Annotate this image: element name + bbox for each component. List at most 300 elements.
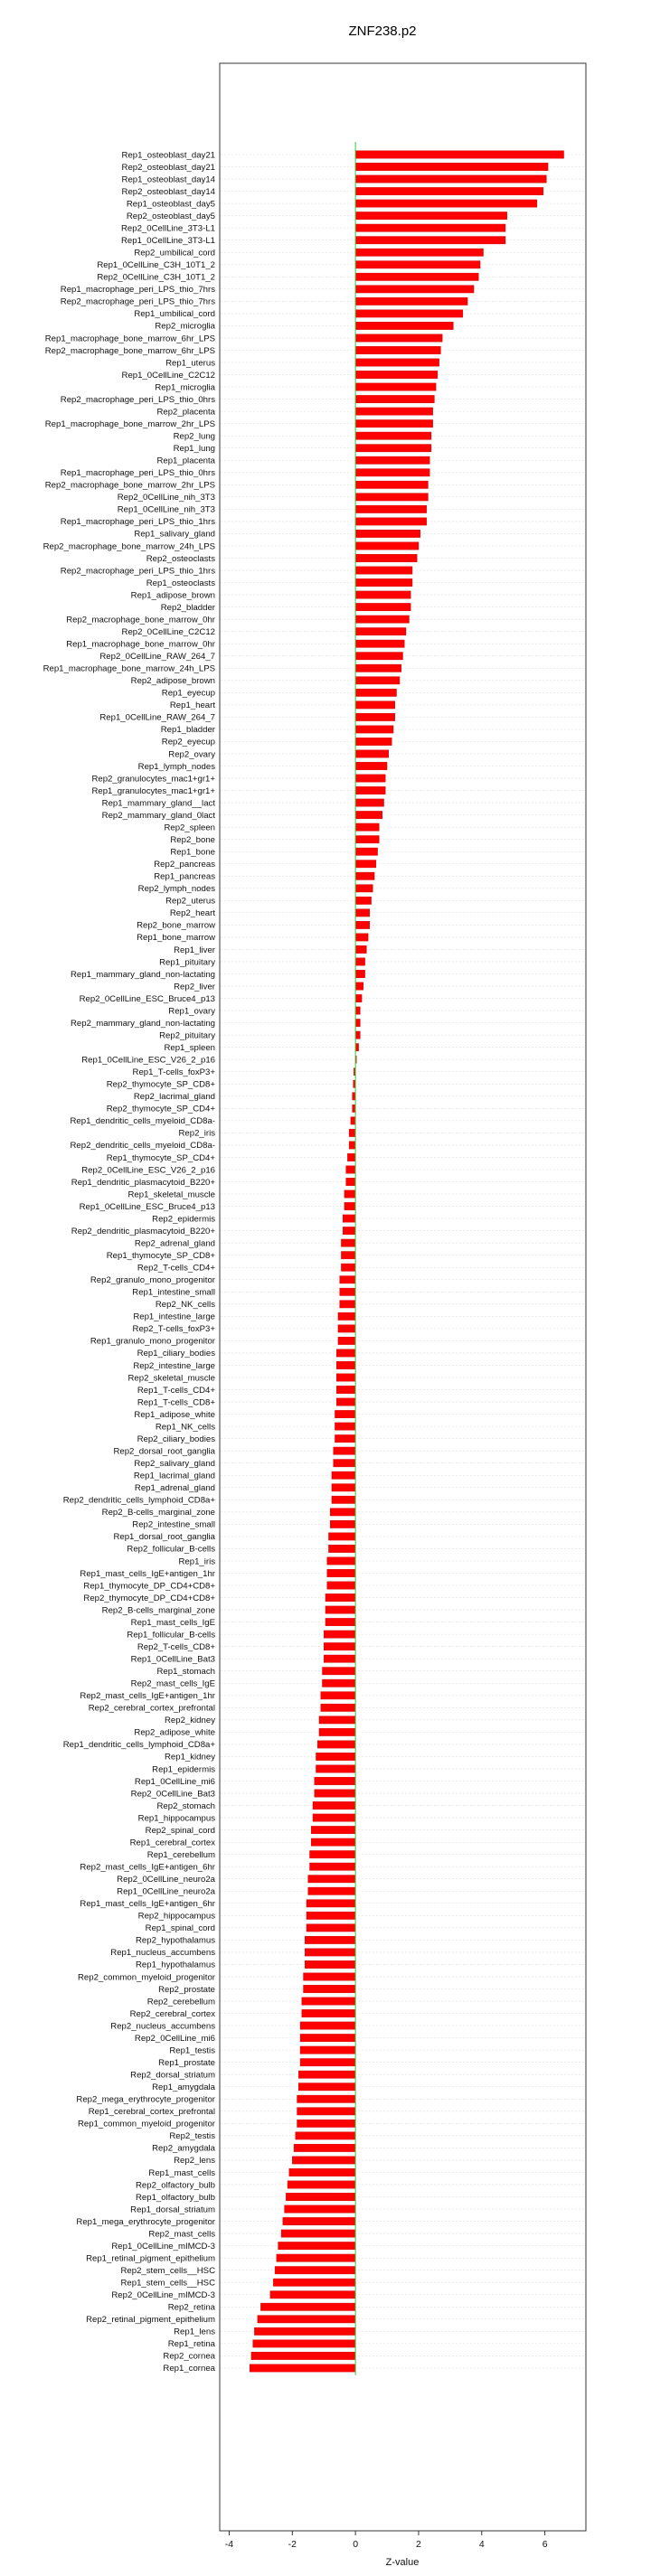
category-label: Rep2_T-cells_CD4+ xyxy=(137,1263,215,1274)
category-label: Rep2_0CellLine_ESC_V26_2_p16 xyxy=(81,1165,215,1176)
bar xyxy=(302,2009,355,2017)
bar xyxy=(324,1631,355,1638)
bar xyxy=(250,2364,355,2372)
bar xyxy=(332,1496,355,1503)
category-label: Rep2_bladder xyxy=(160,602,215,613)
category-label: Rep1_mammary_gland_non-lactating xyxy=(71,969,215,980)
bar xyxy=(355,151,563,158)
bar xyxy=(258,2316,355,2323)
category-label: Rep2_lens xyxy=(174,2156,215,2167)
bar xyxy=(336,1386,355,1393)
bar xyxy=(355,261,480,268)
category-label: Rep2_macrophage_peri_LPS_thio_1hrs xyxy=(60,566,215,577)
bar xyxy=(355,726,393,733)
category-label: Rep2_mammary_gland_0lact xyxy=(101,810,215,821)
category-label: Rep2_spinal_cord xyxy=(145,1825,215,1836)
category-label: Rep1_cerebral_cortex xyxy=(129,1838,215,1848)
bar xyxy=(346,1166,355,1173)
category-label: Rep2_intestine_large xyxy=(133,1360,215,1371)
category-label: Rep1_bladder xyxy=(160,725,215,736)
category-label: Rep2_macrophage_bone_marrow_2hr_LPS xyxy=(44,480,215,491)
bar xyxy=(260,2303,355,2310)
bar xyxy=(326,1606,355,1613)
bar xyxy=(315,1790,355,1797)
bar xyxy=(326,1618,355,1625)
bar xyxy=(355,408,433,415)
category-label: Rep2_dendritic_plasmacytoid_B220+ xyxy=(71,1226,215,1236)
category-label: Rep1_skeletal_muscle xyxy=(127,1189,215,1200)
bar xyxy=(344,1190,355,1198)
bar xyxy=(319,1716,355,1724)
bar xyxy=(355,212,507,219)
category-label: Rep1_0CellLine_ESC_Bruce4_p13 xyxy=(79,1201,215,1212)
category-label: Rep1_thymocyte_DP_CD4+CD8+ xyxy=(83,1581,215,1592)
bar xyxy=(355,738,392,745)
bar xyxy=(317,1741,355,1748)
bar xyxy=(283,2217,355,2224)
category-label: Rep2_mammary_gland_non-lactating xyxy=(71,1018,215,1029)
bar xyxy=(297,2120,356,2127)
bar xyxy=(304,1985,356,1992)
category-label: Rep2_NK_cells xyxy=(155,1300,215,1311)
category-label: Rep2_0CellLine_C3H_10T1_2 xyxy=(97,272,215,283)
bar xyxy=(355,445,431,452)
bar xyxy=(300,2058,355,2065)
bar xyxy=(308,1876,355,1883)
category-label: Rep1_osteoblast_day14 xyxy=(121,174,215,185)
bar xyxy=(355,163,548,170)
category-label: Rep2_heart xyxy=(169,908,215,919)
bar xyxy=(353,1105,355,1112)
bar xyxy=(355,469,429,476)
category-label: Rep1_mast_cells_IgE xyxy=(130,1617,215,1628)
x-axis xyxy=(225,2531,548,2550)
bar xyxy=(341,1239,355,1246)
bar xyxy=(355,334,442,342)
category-label: Rep1_0CellLine_RAW_264_7 xyxy=(99,712,215,723)
category-label: Rep1_bone xyxy=(170,847,215,858)
bar xyxy=(355,689,396,696)
category-label: Rep2_dendritic_cells_myeloid_CD8a- xyxy=(70,1141,215,1152)
x-tick-label: 4 xyxy=(478,2539,485,2550)
bar xyxy=(296,2132,355,2139)
category-label: Rep1_testis xyxy=(169,2045,215,2056)
category-label: Rep1_granulocytes_mac1+gr1+ xyxy=(91,785,215,796)
category-label: Rep2_0CellLine_ESC_Bruce4_p13 xyxy=(79,993,215,1004)
category-label: Rep2_thymocyte_SP_CD4+ xyxy=(106,1104,215,1114)
bar xyxy=(341,1264,355,1271)
category-label: Rep1_0CellLine_C2C12 xyxy=(121,370,215,381)
bar xyxy=(355,286,474,293)
bar xyxy=(355,505,427,512)
category-label: Rep2_osteoblast_day14 xyxy=(121,186,215,197)
category-label: Rep1_lens xyxy=(174,2327,215,2337)
category-label: Rep2_osteoblast_day5 xyxy=(126,211,215,221)
bar xyxy=(305,1960,355,1968)
category-label: Rep1_osteoblast_day21 xyxy=(121,150,215,161)
bar xyxy=(355,297,467,305)
category-label: Rep1_T-cells_CD8+ xyxy=(137,1397,215,1408)
bar xyxy=(355,591,410,598)
bar xyxy=(298,2083,355,2091)
bar xyxy=(285,2205,356,2213)
category-label: Rep1_olfactory_bulb xyxy=(135,2192,215,2203)
bar xyxy=(355,934,368,941)
x-tick-label: 0 xyxy=(353,2539,359,2550)
category-label: Rep2_eyecup xyxy=(161,737,215,747)
category-label: Rep1_T-cells_CD4+ xyxy=(137,1385,215,1396)
category-label: Rep2_cerebral_cortex xyxy=(129,2008,215,2019)
category-label: Rep1_retina xyxy=(167,2339,215,2350)
bar xyxy=(336,1398,355,1406)
bar xyxy=(355,175,546,183)
category-label: Rep1_stomach xyxy=(156,1667,215,1678)
bar xyxy=(344,1202,355,1209)
category-label: Rep1_nucleus_accumbens xyxy=(110,1948,215,1959)
category-label: Rep1_lacrimal_gland xyxy=(133,1471,215,1481)
bar xyxy=(355,322,453,329)
category-label: Rep1_microglia xyxy=(155,382,215,393)
bar xyxy=(355,224,505,231)
bar xyxy=(355,835,379,842)
bar xyxy=(355,799,383,806)
bar xyxy=(341,1252,355,1259)
bar xyxy=(355,359,439,366)
bar xyxy=(355,419,433,427)
bar xyxy=(355,994,362,1001)
category-label: Rep2_B-cells_marginal_zone xyxy=(101,1508,215,1518)
category-label: Rep1_osteoclasts xyxy=(146,578,215,588)
bar xyxy=(355,371,438,378)
bar xyxy=(335,1410,355,1417)
bar xyxy=(355,750,389,757)
bar xyxy=(355,554,417,561)
bar xyxy=(335,1423,355,1430)
category-label: Rep1_salivary_gland xyxy=(134,529,215,540)
category-label: Rep2_stomach xyxy=(156,1800,215,1811)
bar xyxy=(288,2181,355,2188)
bar xyxy=(355,921,370,928)
bar xyxy=(328,1533,355,1540)
bar xyxy=(355,395,434,402)
category-label: Rep2_salivary_gland xyxy=(134,1459,215,1470)
bar xyxy=(324,1655,355,1662)
category-label: Rep1_mast_cells_IgE+antigen_6hr xyxy=(80,1899,215,1910)
category-label: Rep2_lung xyxy=(173,431,215,442)
bar xyxy=(340,1276,355,1283)
category-label: Rep1_bone_marrow xyxy=(137,933,215,944)
category-label: Rep1_ovary xyxy=(168,1006,215,1017)
category-label: Rep1_eyecup xyxy=(161,688,215,699)
category-label: Rep2_0CellLine_nih_3T3 xyxy=(117,493,215,503)
category-label: Rep1_dendritic_cells_lymphoid_CD8a+ xyxy=(62,1740,215,1751)
category-label: Rep1_adipose_white xyxy=(134,1409,215,1420)
category-label: Rep2_adipose_brown xyxy=(130,676,215,687)
bar xyxy=(355,578,412,586)
bar xyxy=(330,1520,355,1528)
bar xyxy=(355,310,463,317)
category-label: Rep1_cerebellum xyxy=(146,1849,215,1860)
category-label: Rep2_placenta xyxy=(156,407,215,418)
category-label: Rep1_intestine_large xyxy=(133,1312,215,1322)
category-label: Rep2_cerebellum xyxy=(146,1997,215,2007)
bar xyxy=(355,823,379,831)
bar xyxy=(355,237,505,244)
category-label: Rep1_umbilical_cord xyxy=(134,309,215,320)
category-label: Rep2_olfactory_bulb xyxy=(135,2180,215,2191)
category-label: Rep2_0CellLine_C2C12 xyxy=(121,626,215,637)
bar xyxy=(322,1668,355,1675)
bar xyxy=(334,1447,355,1454)
bar xyxy=(355,542,419,550)
bar xyxy=(332,1484,355,1491)
category-label: Rep2_B-cells_marginal_zone xyxy=(101,1605,215,1616)
bar xyxy=(355,616,409,623)
bar xyxy=(289,2168,355,2176)
category-label: Rep2_hypothalamus xyxy=(135,1935,215,1946)
category-label: Rep2_0CellLine_mi6 xyxy=(134,2033,215,2044)
bar xyxy=(327,1582,355,1589)
bar xyxy=(300,2022,355,2029)
bar xyxy=(313,1801,355,1809)
category-label: Rep2_retinal_pigment_epithelium xyxy=(86,2315,215,2326)
bar xyxy=(355,1007,360,1014)
bar xyxy=(338,1312,355,1320)
category-label: Rep2_T-cells_CD8+ xyxy=(137,1641,215,1652)
bar xyxy=(355,346,440,353)
category-label: Rep1_0CellLine_3T3-L1 xyxy=(120,236,215,247)
category-label: Rep1_adrenal_gland xyxy=(134,1483,215,1494)
bar xyxy=(355,530,420,537)
category-labels xyxy=(43,150,216,2374)
x-tick-label: 6 xyxy=(542,2539,548,2550)
bar xyxy=(304,1973,356,1980)
category-label: Rep2_kidney xyxy=(164,1716,215,1726)
category-label: Rep1_spleen xyxy=(164,1042,215,1053)
category-label: Rep2_spleen xyxy=(164,823,215,833)
bar xyxy=(338,1337,355,1344)
bar xyxy=(355,664,401,672)
category-label: Rep2_amygdala xyxy=(152,2143,215,2154)
category-label: Rep2_osteoclasts xyxy=(146,553,215,564)
bar xyxy=(334,1460,355,1467)
category-label: Rep1_spinal_cord xyxy=(145,1923,215,1934)
bar xyxy=(270,2291,355,2299)
category-label: Rep1_0CellLine_ESC_V26_2_p16 xyxy=(81,1055,215,1066)
bar xyxy=(355,982,363,990)
bar xyxy=(355,249,483,256)
category-label: Rep2_retina xyxy=(167,2302,215,2313)
bar xyxy=(355,653,402,660)
category-label: Rep2_ovary xyxy=(168,749,215,760)
category-label: Rep1_macrophage_bone_marrow_0hr xyxy=(66,639,215,650)
category-label: Rep1_T-cells_foxP3+ xyxy=(132,1067,215,1078)
bar xyxy=(335,1434,355,1442)
bar xyxy=(328,1545,355,1552)
bar xyxy=(321,1704,355,1711)
bar xyxy=(310,1863,356,1870)
bar xyxy=(327,1569,355,1576)
category-label: Rep1_macrophage_bone_marrow_6hr_LPS xyxy=(44,334,215,344)
bar xyxy=(275,2266,355,2273)
category-label: Rep2_0CellLine_Bat3 xyxy=(130,1789,215,1800)
bar xyxy=(336,1349,355,1357)
bar xyxy=(316,1753,355,1760)
category-label: Rep1_osteoblast_day5 xyxy=(126,199,215,210)
bar xyxy=(355,786,385,794)
bar xyxy=(355,1019,360,1026)
bar xyxy=(310,1850,356,1857)
category-label: Rep2_ciliary_bodies xyxy=(137,1434,215,1444)
bar xyxy=(355,713,395,720)
category-label: Rep1_thymocyte_SP_CD8+ xyxy=(106,1251,215,1261)
category-label: Rep2_liver xyxy=(174,982,215,992)
category-label: Rep1_mega_erythrocyte_progenitor xyxy=(76,2216,215,2227)
category-label: Rep2_mast_cells_IgE xyxy=(130,1678,215,1689)
bar xyxy=(355,432,431,439)
bar xyxy=(251,2352,355,2359)
bar xyxy=(355,958,364,965)
bar xyxy=(336,1361,355,1368)
category-label: Rep1_pancreas xyxy=(154,871,215,882)
bar xyxy=(327,1557,355,1565)
category-label: Rep2_uterus xyxy=(165,896,215,907)
bar xyxy=(292,2157,355,2164)
category-label: Rep2_nucleus_accumbens xyxy=(110,2021,215,2032)
bar xyxy=(346,1178,355,1185)
category-label: Rep1_lymph_nodes xyxy=(137,761,215,772)
bar xyxy=(355,567,412,574)
category-label: Rep1_hippocampus xyxy=(137,1813,215,1824)
category-label: Rep1_hypothalamus xyxy=(135,1960,215,1970)
category-label: Rep2_hippocampus xyxy=(137,1911,215,1922)
category-label: Rep1_cerebral_cortex_prefrontal xyxy=(88,2107,215,2118)
bar xyxy=(302,1998,355,2005)
bar xyxy=(315,1777,355,1784)
x-axis-title: Z-value xyxy=(385,2557,420,2568)
bar xyxy=(355,970,364,977)
category-label: Rep2_follicular_B-cells xyxy=(127,1544,215,1555)
category-label: Rep2_stem_cells__HSC xyxy=(120,2265,215,2276)
x-tick-label: -4 xyxy=(224,2539,234,2550)
category-label: Rep2_skeletal_muscle xyxy=(127,1373,215,1384)
category-label: Rep1_pituitary xyxy=(159,957,215,968)
category-label: Rep2_lymph_nodes xyxy=(137,884,215,895)
category-label: Rep1_thymocyte_SP_CD4+ xyxy=(106,1152,215,1163)
category-label: Rep1_dendritic_cells_myeloid_CD8a- xyxy=(70,1116,215,1127)
bar xyxy=(307,1912,355,1919)
category-label: Rep2_T-cells_foxP3+ xyxy=(132,1324,215,1335)
category-label: Rep2_mega_erythrocyte_progenitor xyxy=(76,2094,215,2105)
bar xyxy=(355,677,400,684)
category-label: Rep1_liver xyxy=(174,945,215,955)
bar xyxy=(253,2340,355,2347)
category-label: Rep1_kidney xyxy=(164,1752,215,1763)
bar xyxy=(294,2144,355,2151)
x-tick-label: 2 xyxy=(416,2539,421,2550)
bar xyxy=(307,1900,355,1907)
bar xyxy=(322,1679,355,1687)
category-label: Rep1_intestine_small xyxy=(132,1287,215,1298)
category-label: Rep1_mast_cells_IgE+antigen_1hr xyxy=(80,1568,215,1579)
bar xyxy=(355,909,370,917)
category-label: Rep2_granulocytes_mac1+gr1+ xyxy=(91,774,215,785)
category-label: Rep1_dorsal_root_ganglia xyxy=(113,1532,215,1543)
category-label: Rep1_prostate xyxy=(158,2057,215,2068)
category-label: Rep2_bone_marrow xyxy=(137,920,215,931)
bar xyxy=(343,1215,355,1222)
category-label: Rep1_dendritic_plasmacytoid_B220+ xyxy=(71,1177,215,1188)
category-label: Rep1_cornea xyxy=(163,2364,215,2374)
category-label: Rep2_common_myeloid_progenitor xyxy=(78,1972,215,1983)
category-label: Rep1_iris xyxy=(178,1556,215,1567)
bar xyxy=(355,872,374,879)
bar xyxy=(298,2071,355,2078)
bar xyxy=(355,200,537,207)
bar xyxy=(355,860,376,868)
category-label: Rep2_adrenal_gland xyxy=(134,1238,215,1249)
bar xyxy=(355,640,404,647)
bar xyxy=(355,494,428,501)
bar xyxy=(277,2254,355,2261)
category-label: Rep2_dorsal_striatum xyxy=(130,2070,215,2081)
bar xyxy=(278,2242,356,2249)
bar xyxy=(343,1227,355,1234)
category-label: Rep2_thymocyte_DP_CD4+CD8+ xyxy=(83,1593,215,1603)
category-label: Rep2_cornea xyxy=(163,2351,215,2362)
category-label: Rep1_heart xyxy=(169,700,215,711)
category-label: Rep1_macrophage_bone_marrow_2hr_LPS xyxy=(44,418,215,429)
bar xyxy=(349,1129,355,1136)
category-label: Rep1_epidermis xyxy=(152,1764,215,1775)
bar xyxy=(332,1471,355,1479)
bar xyxy=(321,1692,355,1699)
bar xyxy=(355,945,366,953)
category-label: Rep1_common_myeloid_progenitor xyxy=(78,2119,215,2129)
category-label: Rep2_mast_cells_IgE+antigen_1hr xyxy=(80,1691,215,1702)
category-label: Rep2_umbilical_cord xyxy=(134,248,215,259)
category-label: Rep2_0CellLine_3T3-L1 xyxy=(120,223,215,234)
bar xyxy=(355,273,478,280)
category-label: Rep1_0CellLine_mIMCD-3 xyxy=(111,2241,215,2252)
bar xyxy=(355,775,385,782)
category-label: Rep1_0CellLine_C3H_10T1_2 xyxy=(97,260,215,271)
bar xyxy=(355,885,373,892)
bar xyxy=(355,627,406,635)
bar xyxy=(308,1887,355,1894)
category-label: Rep1_retinal_pigment_epithelium xyxy=(86,2253,215,2264)
bar xyxy=(297,2108,356,2115)
bar xyxy=(305,1949,355,1956)
bar xyxy=(355,383,436,390)
category-label: Rep2_macrophage_bone_marrow_0hr xyxy=(66,615,215,625)
bar xyxy=(330,1509,355,1516)
category-label: Rep1_stem_cells__HSC xyxy=(120,2278,215,2289)
bar xyxy=(313,1814,355,1821)
bar xyxy=(307,1924,355,1932)
bar xyxy=(254,2327,355,2335)
category-label: Rep1_amygdala xyxy=(152,2082,215,2093)
category-label: Rep2_microglia xyxy=(155,321,215,332)
category-label: Rep1_macrophage_bone_marrow_24h_LPS xyxy=(42,663,215,674)
category-label: Rep1_mammary_gland__lact xyxy=(101,798,215,809)
category-label: Rep2_0CellLine_neuro2a xyxy=(117,1875,215,1885)
bar xyxy=(300,2034,355,2041)
category-label: Rep2_adipose_white xyxy=(134,1727,215,1738)
bar xyxy=(355,701,395,709)
category-label: Rep2_lacrimal_gland xyxy=(133,1092,215,1103)
category-label: Rep1_macrophage_peri_LPS_thio_1hrs xyxy=(60,517,215,528)
